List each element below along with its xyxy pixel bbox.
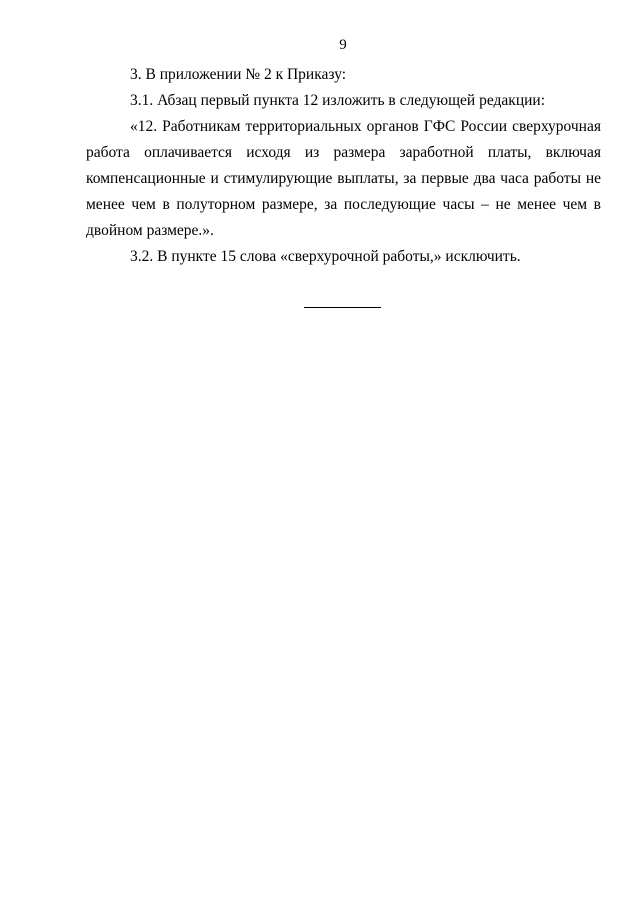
paragraph-item-3-2: 3.2. В пункте 15 слова «сверхурочной работы,» исключить. [130, 248, 521, 265]
paragraph-item-3: 3. В приложении № 2 к Приказу: [130, 66, 347, 83]
end-divider-line [304, 307, 381, 308]
paragraph-item-3-1: 3.1. Абзац первый пункта 12 изложить в следующей редакции: [130, 92, 546, 109]
document-body [86, 62, 601, 270]
page-number: 9 [339, 37, 347, 53]
paragraph-item-12-text: «12. Работникам территориальных органов ГФС России сверхурочная работа оплачивается исходя из размера заработной платы, включая компенсационные и стимулирующие выплаты, за первые два часа работы не менее чем в полуторном размере, за последующие часы – не менее чем в двойном размере.». [86, 118, 601, 239]
